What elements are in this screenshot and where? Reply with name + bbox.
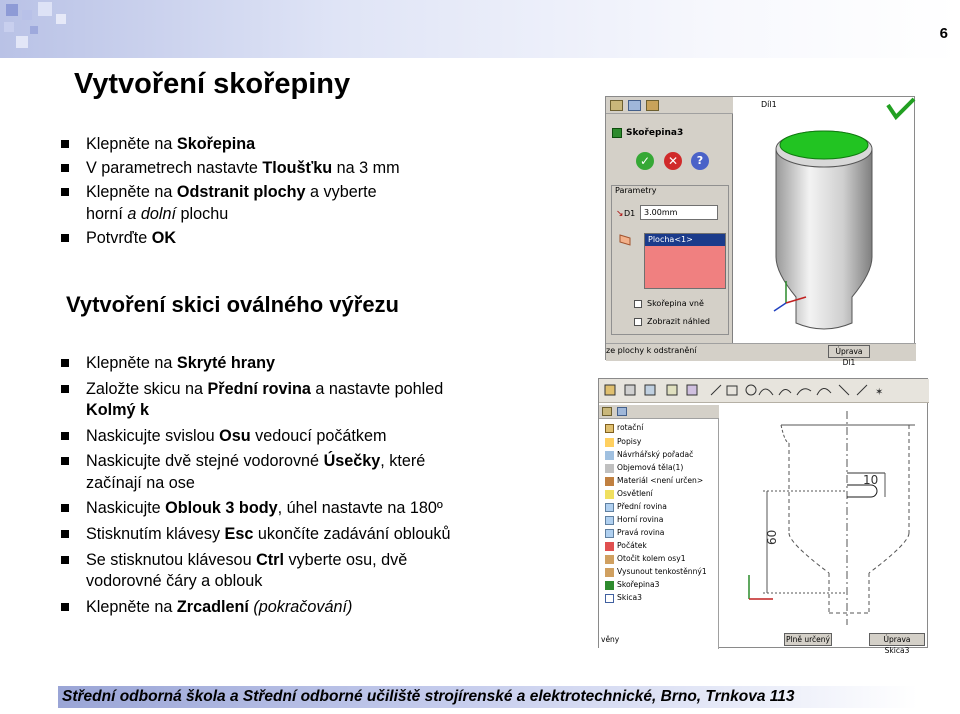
status-left: věny — [601, 635, 620, 644]
tree-item[interactable]: Skica3 — [617, 593, 642, 602]
material-icon — [605, 477, 614, 486]
bullet-square-icon — [61, 603, 69, 611]
tree-item[interactable]: Objemová těla(1) — [617, 463, 684, 472]
tree-item[interactable]: Vysunout tenkostěnný1 — [617, 567, 707, 576]
bullet-item: Klepněte na Odstranit plochy a vyberte horní a dolní plochu — [56, 182, 456, 225]
annotations-icon — [605, 438, 614, 447]
feature-tree-tab-icon[interactable] — [610, 100, 623, 111]
plane-icon — [605, 503, 614, 512]
fully-defined-button[interactable]: Plně určený — [784, 633, 832, 646]
bullet-square-icon — [61, 457, 69, 465]
dimension-vertical[interactable]: 60 — [765, 529, 779, 545]
property-tab-icon[interactable] — [628, 100, 641, 111]
bullet-list-sketch — [56, 353, 536, 622]
tree-root-label: Díl1 — [761, 100, 777, 109]
faces-to-remove-list[interactable] — [644, 233, 726, 289]
sketch-icon — [605, 594, 614, 603]
tree-item[interactable]: Otočit kolem osy1 — [617, 554, 686, 563]
parameters-label: Parametry — [615, 186, 657, 195]
bullet-item: Naskicujte Oblouk 3 body, úhel nastavte na 180º — [56, 498, 536, 520]
shell-outward-checkbox[interactable] — [634, 300, 642, 308]
tree-item[interactable]: Materiál <není určen> — [617, 476, 704, 485]
tree-item[interactable]: Osvětlení — [617, 489, 653, 498]
bullet-square-icon — [61, 188, 69, 196]
revolve-icon — [605, 555, 614, 564]
toolbar-icons — [599, 379, 929, 403]
help-button[interactable]: ? — [691, 152, 709, 170]
section-subtitle: Vytvoření skici oválného výřezu — [66, 292, 399, 317]
tree-item[interactable]: rotační — [617, 423, 644, 432]
feature-title: Skořepina3 — [626, 128, 684, 138]
bullet-item: Založte skicu na Přední rovina a nastavte pohled Kolmý k — [56, 379, 536, 422]
svg-text:D1: D1 — [624, 209, 636, 218]
bullet-item: Klepněte na Skořepina — [56, 134, 456, 156]
ok-button[interactable]: ✓ — [636, 152, 654, 170]
tree-item[interactable]: Návrhářský pořadač — [617, 450, 694, 459]
lighting-icon — [605, 490, 614, 499]
shell-feature-icon — [612, 128, 622, 138]
bullet-square-icon — [61, 504, 69, 512]
bullet-item: V parametrech nastavte Tloušťku na 3 mm — [56, 158, 456, 180]
plane-icon — [605, 529, 614, 538]
tree-item[interactable]: Popisy — [617, 437, 642, 446]
status-text: ze plochy k odstranění — [606, 346, 697, 355]
shell-icon — [605, 581, 614, 590]
show-preview-label: Zobrazit náhled — [647, 317, 711, 326]
bullet-item: Potvrďte OK — [56, 228, 456, 250]
screenshot-sketch — [598, 378, 928, 655]
edit-sketch-button[interactable]: Úprava Skica3 — [869, 633, 925, 646]
bullet-square-icon — [61, 556, 69, 564]
bullet-list-shell — [56, 134, 456, 252]
faces-icon — [618, 233, 634, 247]
svg-text:✶: ✶ — [875, 387, 884, 398]
bullet-item: Se stisknutou klávesou Ctrl vyberte osu, dvě vodorovné čáry a oblouk — [56, 550, 536, 593]
tree-tab-icon[interactable] — [602, 407, 612, 416]
bullet-item: Stisknutím klávesy Esc ukončíte zadávání oblouků — [56, 524, 536, 546]
manager-tabs — [606, 97, 733, 114]
sketch-view — [719, 403, 929, 631]
footer: Střední odborná škola a Střední odborné učiliště strojírenské a elektrotechnické, Brno, Trnkova 113 — [58, 686, 918, 708]
solid-bodies-icon — [605, 464, 614, 473]
decorative-squares — [0, 0, 80, 60]
header-band — [0, 0, 960, 58]
property-manager — [606, 97, 733, 359]
dimension-horizontal[interactable]: 10 — [863, 473, 879, 487]
bullet-square-icon — [61, 359, 69, 367]
bullet-square-icon — [61, 140, 69, 148]
bullet-square-icon — [61, 530, 69, 538]
bullet-item: Klepněte na Skryté hrany — [56, 353, 536, 375]
config-tab-icon[interactable] — [646, 100, 659, 111]
bullet-square-icon — [61, 385, 69, 393]
sketch-toolbar — [599, 379, 929, 403]
tree-tabs — [599, 405, 719, 419]
design-binder-icon — [605, 451, 614, 460]
svg-text:↘: ↘ — [616, 209, 624, 219]
screenshot-shell-feature — [605, 96, 915, 367]
shell-part-view — [736, 97, 916, 343]
bullet-item: Naskicujte svislou Osu vedoucí počátkem — [56, 426, 536, 448]
edit-part-button[interactable]: Úprava Dl1 — [828, 345, 870, 358]
feature-tree — [599, 405, 719, 649]
thickness-icon — [616, 205, 636, 219]
part-icon — [605, 424, 614, 433]
cancel-button[interactable]: ✕ — [664, 152, 682, 170]
origin-icon — [605, 542, 614, 551]
extrude-icon — [605, 568, 614, 577]
thickness-input[interactable]: 3.00mm — [640, 205, 718, 220]
shell-outward-label: Skořepina vně — [647, 299, 704, 308]
page-number: 6 — [939, 25, 948, 42]
bullet-square-icon — [61, 234, 69, 242]
bullet-item: Naskicujte dvě stejné vodorovné Úsečky, které začínají na ose — [56, 451, 536, 494]
tree-item[interactable]: Přední rovina — [617, 502, 667, 511]
property-tab-icon[interactable] — [617, 407, 627, 416]
face-item[interactable]: Plocha<1> — [645, 234, 725, 246]
tree-item[interactable]: Skořepina3 — [617, 580, 660, 589]
show-preview-checkbox[interactable] — [634, 318, 642, 326]
tree-item[interactable]: Pravá rovina — [617, 528, 665, 537]
bullet-square-icon — [61, 432, 69, 440]
plane-icon — [605, 516, 614, 525]
tree-item[interactable]: Horní rovina — [617, 515, 664, 524]
slide-title: Vytvoření skořepiny — [74, 68, 351, 100]
bullet-square-icon — [61, 164, 69, 172]
tree-item[interactable]: Počátek — [617, 541, 647, 550]
bullet-item: Klepněte na Zrcadlení (pokračování) — [56, 597, 536, 619]
